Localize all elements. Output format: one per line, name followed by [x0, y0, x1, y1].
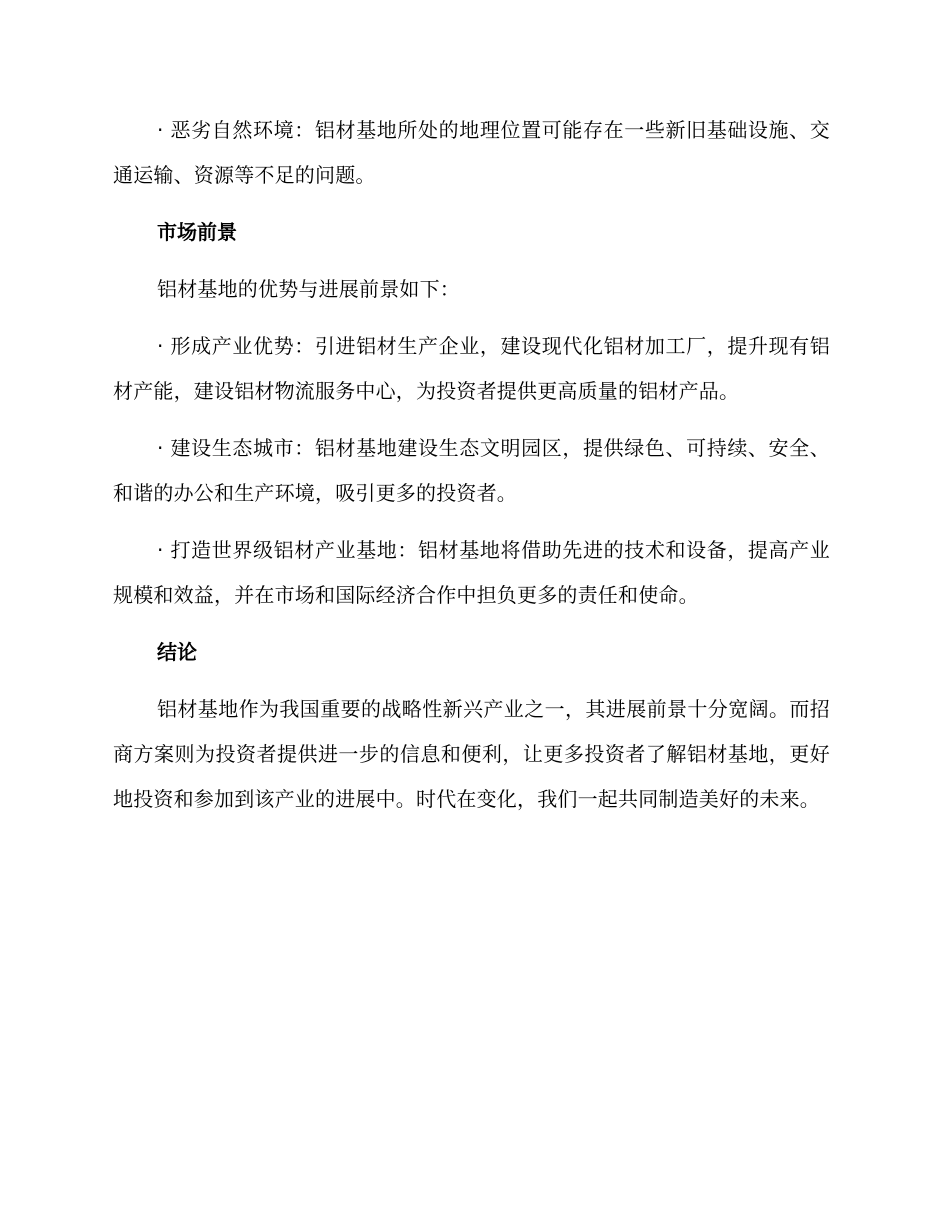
paragraph-industry-advantage: · 形成产业优势：引进铝材生产企业，建设现代化铝材加工厂，提升现有铝材产能，建设铝材物流服务中心，为投资者提供更高质量的铝材产品。 — [113, 334, 830, 403]
paragraph-conclusion: 铝材基地作为我国重要的战略性新兴产业之一，其进展前景十分宽阔。而招商方案则为投资者提供进一步的信息和便利，让更多投资者了解铝材基地，更好地投资和参加到该产业的进展中。时代在变化，我们一起共同制造美好的未来。 — [113, 697, 830, 811]
heading-market-prospects: 市场前景 — [157, 220, 237, 244]
heading-conclusion: 结论 — [157, 640, 197, 664]
paragraph-harsh-environment: · 恶劣自然环境：铝材基地所处的地理位置可能存在一些新旧基础设施、交通运输、资源等不足的问题。 — [113, 118, 830, 187]
paragraph-advantages-intro: 铝材基地的优势与进展前景如下： — [157, 277, 460, 301]
paragraph-world-class-base: · 打造世界级铝材产业基地：铝材基地将借助先进的技术和设备，提高产业规模和效益，并在市场和国际经济合作中担负更多的责任和使命。 — [113, 538, 830, 607]
paragraph-eco-city: · 建设生态城市：铝材基地建设生态文明园区，提供绿色、可持续、安全、和谐的办公和生产环境，吸引更多的投资者。 — [113, 436, 830, 505]
